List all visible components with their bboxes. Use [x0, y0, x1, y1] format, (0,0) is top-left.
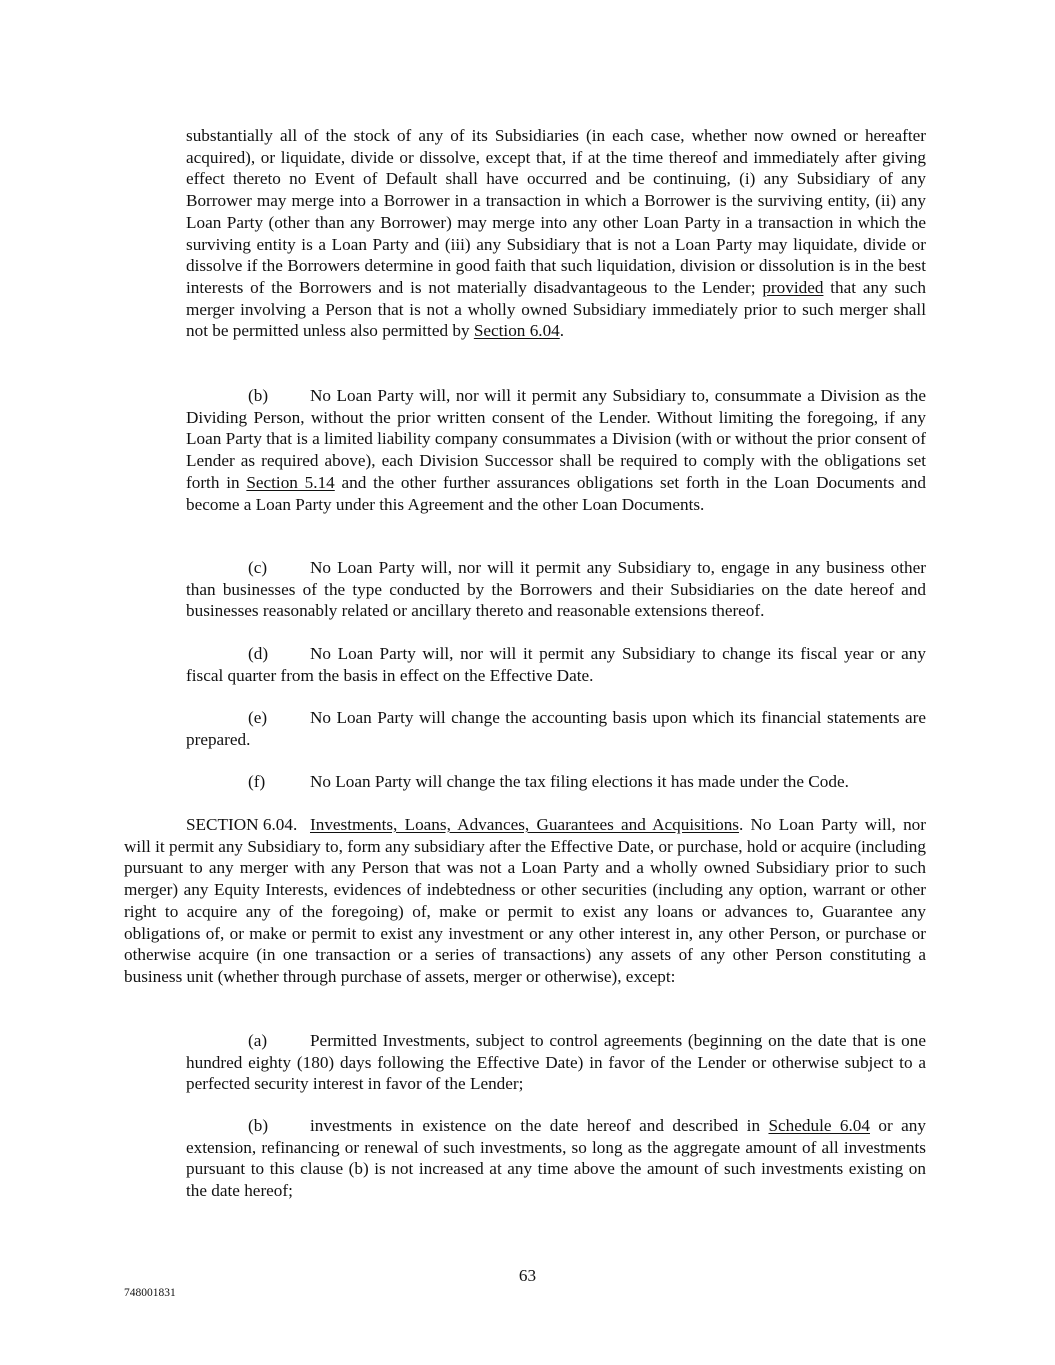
paragraph-c	[186, 557, 926, 622]
paragraph-b-text-2: and the other further assurances obligations set forth in the Loan Documents and become a Loan Party under this Agreement and the other Loan Documents.	[186, 472, 926, 514]
subparagraph-b-label: (b)	[248, 1116, 269, 1135]
provided-term: provided	[762, 277, 824, 297]
paragraph-d-label: (d)	[248, 644, 269, 663]
paragraph-e-text: No Loan Party will change the accounting basis upon which its financial statements are prepared.	[186, 708, 926, 749]
paragraph-e	[186, 707, 926, 750]
section-5-14-reference: Section 5.14	[246, 472, 335, 492]
subparagraph-a	[186, 1030, 926, 1095]
paragraph-c-label: (c)	[248, 558, 268, 577]
subparagraph-b-text-1: investments in existence on the date hereof and described in	[310, 1116, 769, 1135]
paragraph-b	[186, 385, 926, 515]
paragraph-c-text: No Loan Party will, nor will it permit any Subsidiary to, engage in any business other than businesses of the type conducted by the Borrowers and their Subsidiaries on the date hereof and businesses reasonably related or ancillary thereto and reasonable extensions thereof.	[186, 558, 926, 621]
paragraph-f	[186, 771, 926, 793]
paragraph-f-text: No Loan Party will change the tax filing elections it has made under the Code.	[310, 772, 849, 791]
paragraph-b-label: (b)	[248, 386, 269, 405]
section-6-04	[124, 814, 926, 988]
section-6-04-label: SECTION 6.04.	[186, 815, 298, 834]
continuation-text-2: that any such merger involving a Person that is not a wholly owned Subsidiary immediately prior to such merger shall not be permitted unless also permitted by	[186, 277, 926, 341]
section-6-04-reference: Section 6.04	[473, 321, 560, 341]
document-id: 748001831	[124, 1287, 176, 1299]
paragraph-d	[186, 643, 926, 686]
subparagraph-b-text-2: or any extension, refinancing or renewal of such investments, so long as the aggregate amount of all investments pursuant to this clause (b) is not increased at any time above the amount of such investments existing on the date hereof;	[186, 1116, 926, 1201]
paragraph-f-label: (f)	[248, 772, 266, 791]
continuation-text-3: .	[559, 321, 565, 341]
section-6-04-text: . No Loan Party will, nor will it permit any Subsidiary to, form any subsidiary after the Effective Date, or purchase, hold or acquire (including pursuant to any merger with any Person that was not a Loan Party and a wholly owned Subsidiary prior to such merger) any Equity Interests, evidences of indebtedness or other securities (including any option, warrant or other right to acquire any of the foregoing) of, make or permit to exist any loans or advances to, Guarantee any obligations of, or make or permit to exist any investment or any other interest in, any other Person, or purchase or otherwise acquire (in one transaction or a series of transactions) any assets of any other Person constituting a business unit (whether through purchase of assets, merger or otherwise), except:	[124, 815, 926, 986]
continuation-text-1: substantially all of the stock of any of its Subsidiaries (in each case, whether now owned or hereafter acquired), or liquidate, divide or dissolve, except that, if at the time thereof and immediately after giving effect thereto no Event of Default shall have occurred and be continuing, (i) any Subsidiary of any Borrower may merge into a Borrower in a transaction in which a Borrower is the surviving entity, (ii) any Loan Party (other than any Borrower) may merge into any other Loan Party in a transaction in which the surviving entity is a Loan Party and (iii) any Subsidiary that is not a Loan Party may liquidate, divide or dissolve if the Borrowers determine in good faith that such liquidation, division or dissolution is in the best interests of the Borrowers and is not materially disadvantageous to the Lender;	[186, 126, 926, 297]
continuation-paragraph	[186, 125, 926, 342]
subparagraph-a-text: Permitted Investments, subject to control agreements (beginning on the date that is one hundred eighty (180) days following the Effective Date) in favor of the Lender or otherwise subject to a perfected security interest in favor of the Lender;	[186, 1031, 926, 1094]
paragraph-b-text-1: No Loan Party will, nor will it permit any Subsidiary to, consummate a Division as the Dividing Person, without the prior written consent of the Lender. Without limiting the foregoing, if any Loan Party that is a limited liability company consummates a Division (with or without the prior consent of Lender as required above), each Division Successor shall be required to comply with the obligations set forth in	[186, 386, 926, 492]
subparagraph-b	[186, 1115, 926, 1202]
paragraph-e-label: (e)	[248, 708, 268, 727]
schedule-6-04-reference: Schedule 6.04	[768, 1116, 870, 1135]
section-6-04-heading: Investments, Loans, Advances, Guarantees and Acquisitions	[310, 815, 739, 834]
page-number: 63	[518, 1266, 537, 1285]
subparagraph-a-label: (a)	[248, 1031, 268, 1050]
paragraph-d-text: No Loan Party will, nor will it permit any Subsidiary to change its fiscal year or any fiscal quarter from the basis in effect on the Effective Date.	[186, 644, 926, 685]
